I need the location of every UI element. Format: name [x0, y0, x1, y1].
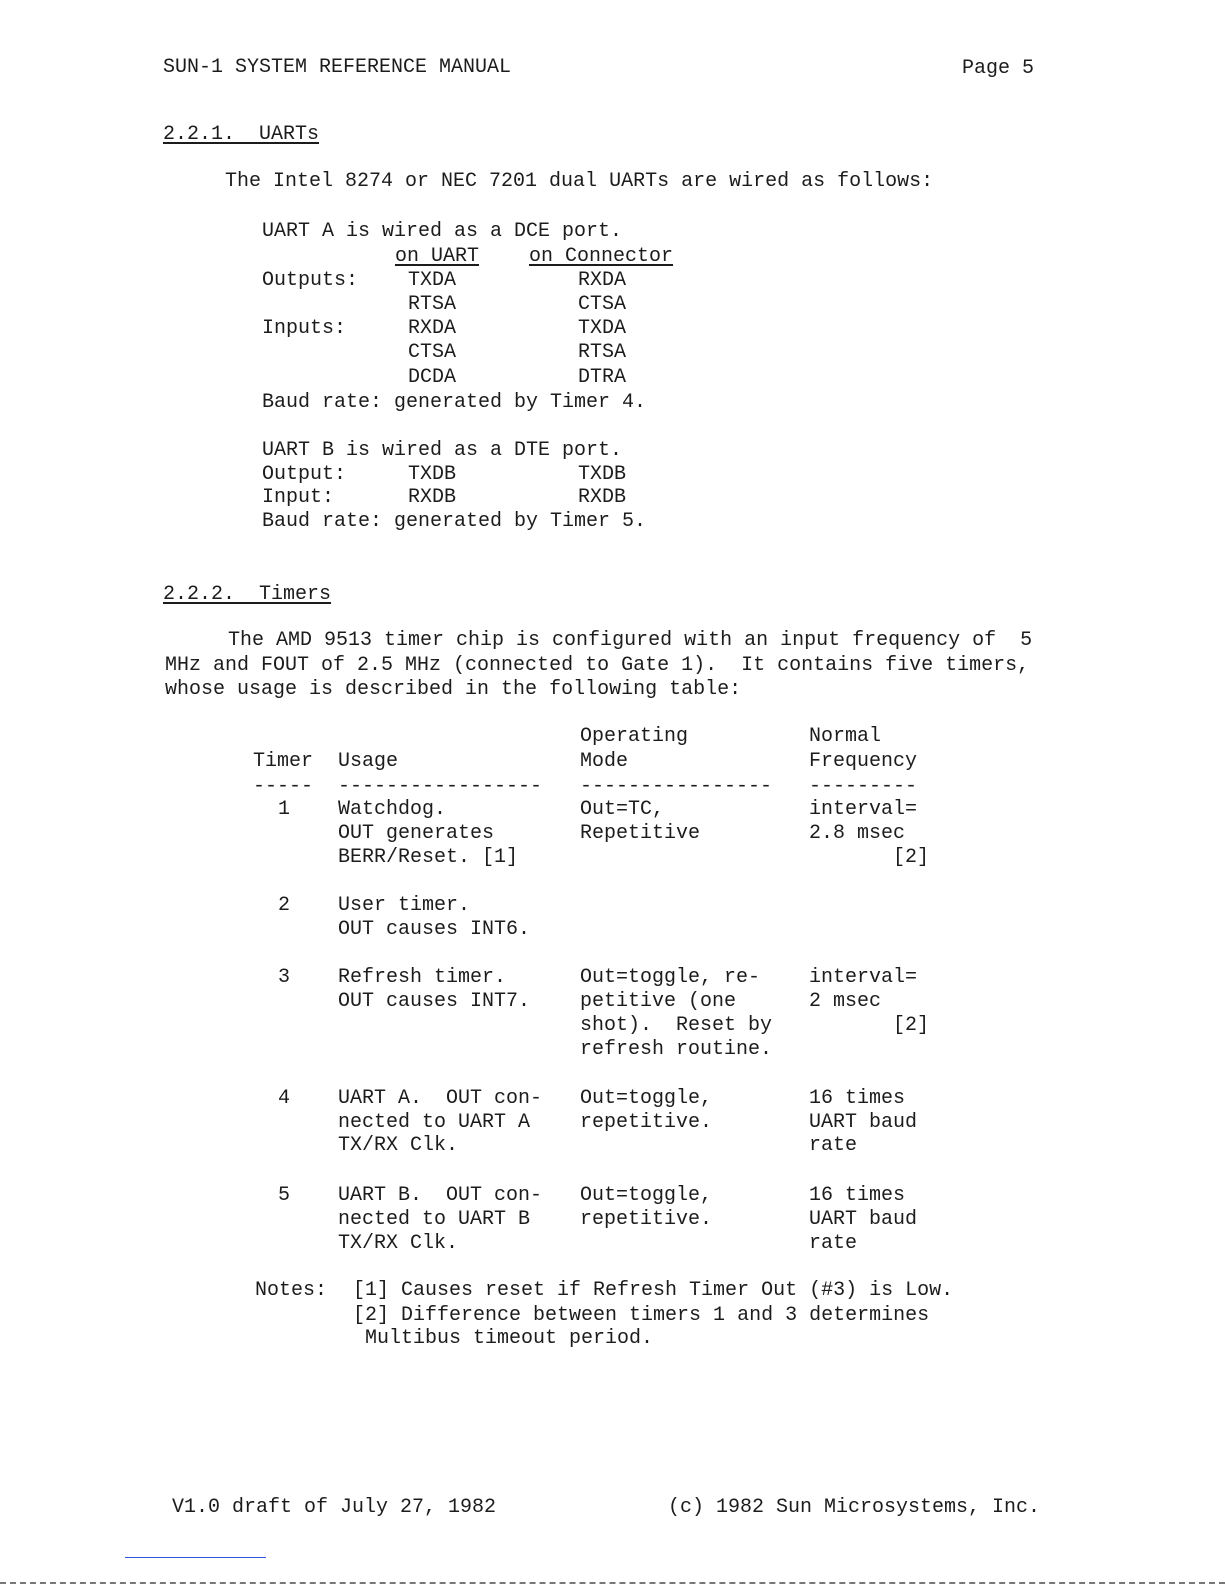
header-frequency: Frequency [809, 750, 918, 773]
page-edge-divider [0, 1582, 1225, 1584]
mode: shot). Reset by [580, 1014, 773, 1037]
frequency: rate [809, 1232, 858, 1255]
usage: UART B. OUT con- [338, 1184, 543, 1207]
section-heading-uarts: 2.2.1. UARTs [163, 123, 320, 146]
note-line: Multibus timeout period. [353, 1327, 654, 1350]
uart-signal: TXDA [408, 269, 457, 292]
usage: TX/RX Clk. [338, 1232, 459, 1255]
uart-signal: CTSA [408, 341, 457, 364]
frequency: 2.8 msec [809, 822, 906, 845]
section-heading-timers: 2.2.2. Timers [163, 583, 332, 606]
header-mode: Operating [580, 725, 689, 748]
timer-number: 2 [278, 894, 291, 917]
header-rule: ----------------- [338, 775, 543, 798]
paragraph-line: MHz and FOUT of 2.5 MHz (connected to Gate 1). It contains five timers, [165, 654, 1030, 677]
col-on-connector: on Connector [529, 245, 674, 268]
timer-number: 1 [278, 798, 291, 821]
frequency: UART baud [809, 1208, 918, 1231]
usage: BERR/Reset. [1] [338, 846, 519, 869]
frequency: interval= [809, 966, 918, 989]
connector-signal: TXDA [578, 317, 627, 340]
usage: nected to UART A [338, 1111, 531, 1134]
frequency: 2 msec [809, 990, 882, 1013]
uart-signal: DCDA [408, 366, 457, 389]
mode: Out=toggle, [580, 1087, 713, 1110]
intro-text: The Intel 8274 or NEC 7201 dual UARTs are wired as follows: [225, 170, 934, 193]
frequency: [2] [809, 846, 930, 869]
note-line: [1] Causes reset if Refresh Timer Out (#3) is Low. [353, 1279, 954, 1302]
header-frequency: Normal [809, 725, 882, 748]
mode: repetitive. [580, 1208, 713, 1231]
connector-signal: DTRA [578, 366, 627, 389]
frequency: [2] [809, 1014, 930, 1037]
header-mode: Mode [580, 750, 629, 773]
mode: Out=toggle, re- [580, 966, 761, 989]
uart-b-title: UART B is wired as a DTE port. [262, 439, 623, 462]
usage: Watchdog. [338, 798, 447, 821]
note-line: [2] Difference between timers 1 and 3 determines [353, 1304, 930, 1327]
uart-signal: RXDB [408, 486, 457, 509]
usage: OUT causes INT6. [338, 918, 531, 941]
usage: User timer. [338, 894, 471, 917]
footer-draft: V1.0 draft of July 27, 1982 [172, 1496, 497, 1519]
paragraph-line: whose usage is described in the following table: [165, 678, 742, 701]
timer-number: 4 [278, 1087, 291, 1110]
uart-b-baud: Baud rate: generated by Timer 5. [262, 510, 647, 533]
header-timer: Timer [253, 750, 314, 773]
frequency: 16 times [809, 1184, 906, 1207]
label: Inputs: [262, 317, 347, 340]
usage: UART A. OUT con- [338, 1087, 543, 1110]
frequency: interval= [809, 798, 918, 821]
connector-signal: RXDA [578, 269, 627, 292]
uart-a-title: UART A is wired as a DCE port. [262, 220, 623, 243]
usage: Refresh timer. [338, 966, 507, 989]
usage: OUT generates [338, 822, 495, 845]
timer-number: 3 [278, 966, 291, 989]
connector-signal: RXDB [578, 486, 627, 509]
mode: repetitive. [580, 1111, 713, 1134]
mode: Out=toggle, [580, 1184, 713, 1207]
paragraph-line: The AMD 9513 timer chip is configured with an input frequency of 5 [228, 629, 1033, 652]
connector-signal: RTSA [578, 341, 627, 364]
link-underline [125, 1557, 266, 1558]
label: Output: [262, 463, 347, 486]
timer-number: 5 [278, 1184, 291, 1207]
col-on-uart: on UART [395, 245, 480, 268]
frequency: 16 times [809, 1087, 906, 1110]
usage: nected to UART B [338, 1208, 531, 1231]
uart-a-baud: Baud rate: generated by Timer 4. [262, 391, 647, 414]
uart-signal: RTSA [408, 293, 457, 316]
notes-label: Notes: [255, 1279, 328, 1302]
label: Outputs: [262, 269, 359, 292]
frequency: UART baud [809, 1111, 918, 1134]
frequency: rate [809, 1134, 858, 1157]
page-number: Page 5 [962, 57, 1035, 80]
connector-signal: TXDB [578, 463, 627, 486]
header-rule: --------- [809, 775, 918, 798]
connector-signal: CTSA [578, 293, 627, 316]
usage: TX/RX Clk. [338, 1134, 459, 1157]
header-usage: Usage [338, 750, 399, 773]
footer-copyright: (c) 1982 Sun Microsystems, Inc. [668, 1496, 1041, 1519]
mode: petitive (one [580, 990, 737, 1013]
uart-signal: RXDA [408, 317, 457, 340]
mode: Out=TC, [580, 798, 665, 821]
mode: Repetitive [580, 822, 701, 845]
label: Input: [262, 486, 335, 509]
header-title: SUN-1 SYSTEM REFERENCE MANUAL [163, 56, 512, 79]
uart-signal: TXDB [408, 463, 457, 486]
mode: refresh routine. [580, 1038, 773, 1061]
usage: OUT causes INT7. [338, 990, 531, 1013]
header-rule: ---------------- [580, 775, 773, 798]
header-rule: ----- [253, 775, 314, 798]
